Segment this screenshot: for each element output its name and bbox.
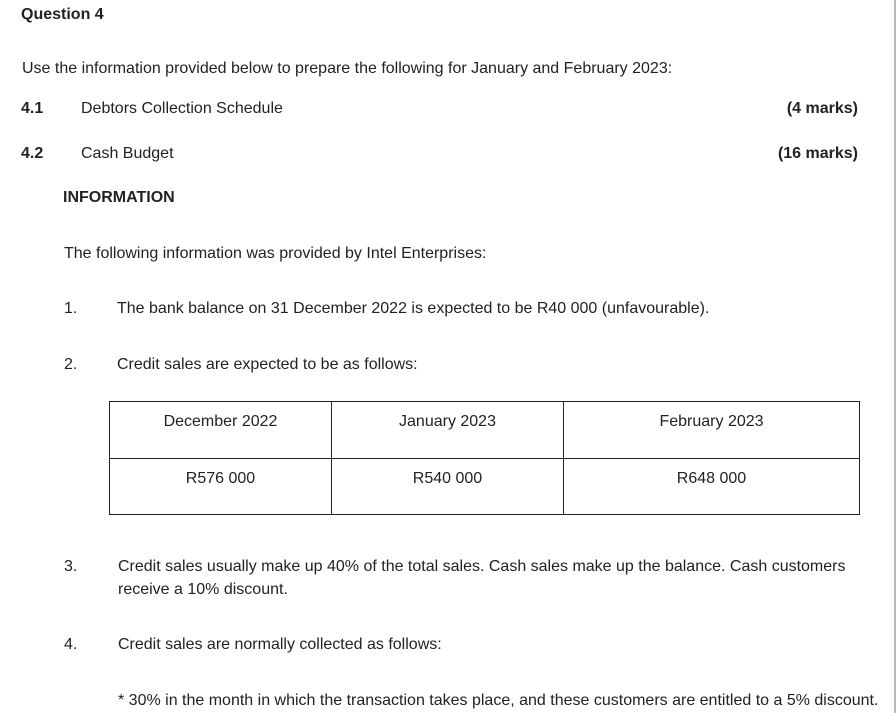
credit-sales-table	[109, 401, 860, 515]
question-instruction: Use the information provided below to prepare the following for January and February 2023:	[22, 60, 673, 77]
item-text: Credit sales usually make up 40% of the total sales. Cash sales make up the balance. Cash customers receive a 10% discount.	[118, 558, 846, 598]
task-label: Cash Budget	[81, 145, 174, 162]
table-header-row	[110, 402, 860, 459]
item-number: 4.	[64, 636, 78, 653]
table-header-cell: January 2023	[332, 402, 564, 459]
question-title: Question 4	[21, 6, 104, 23]
table-cell: R648 000	[564, 458, 860, 515]
information-heading: INFORMATION	[63, 189, 175, 206]
table-cell: R540 000	[332, 458, 564, 515]
table-header-cell: December 2022	[110, 402, 332, 459]
item-number: 2.	[64, 356, 78, 373]
task-marks: (4 marks)	[786, 100, 858, 117]
table-cell: R576 000	[110, 458, 332, 515]
table-row	[110, 458, 860, 515]
table-header-cell: February 2023	[564, 402, 860, 459]
task-marks: (16 marks)	[777, 145, 858, 162]
task-number: 4.1	[21, 100, 44, 117]
item-number: 1.	[64, 300, 78, 317]
item-number: 3.	[64, 558, 78, 575]
item-text: Credit sales are expected to be as follows:	[117, 356, 418, 373]
task-number: 4.2	[21, 145, 44, 162]
item-text: The bank balance on 31 December 2022 is expected to be R40 000 (unfavourable).	[117, 300, 710, 317]
collection-note: * 30% in the month in which the transaction takes place, and these customers are entitled to a 5% discount.	[118, 692, 879, 709]
item-text: Credit sales are normally collected as follows:	[118, 636, 442, 653]
information-intro: The following information was provided by Intel Enterprises:	[64, 245, 487, 262]
task-label: Debtors Collection Schedule	[81, 100, 283, 117]
